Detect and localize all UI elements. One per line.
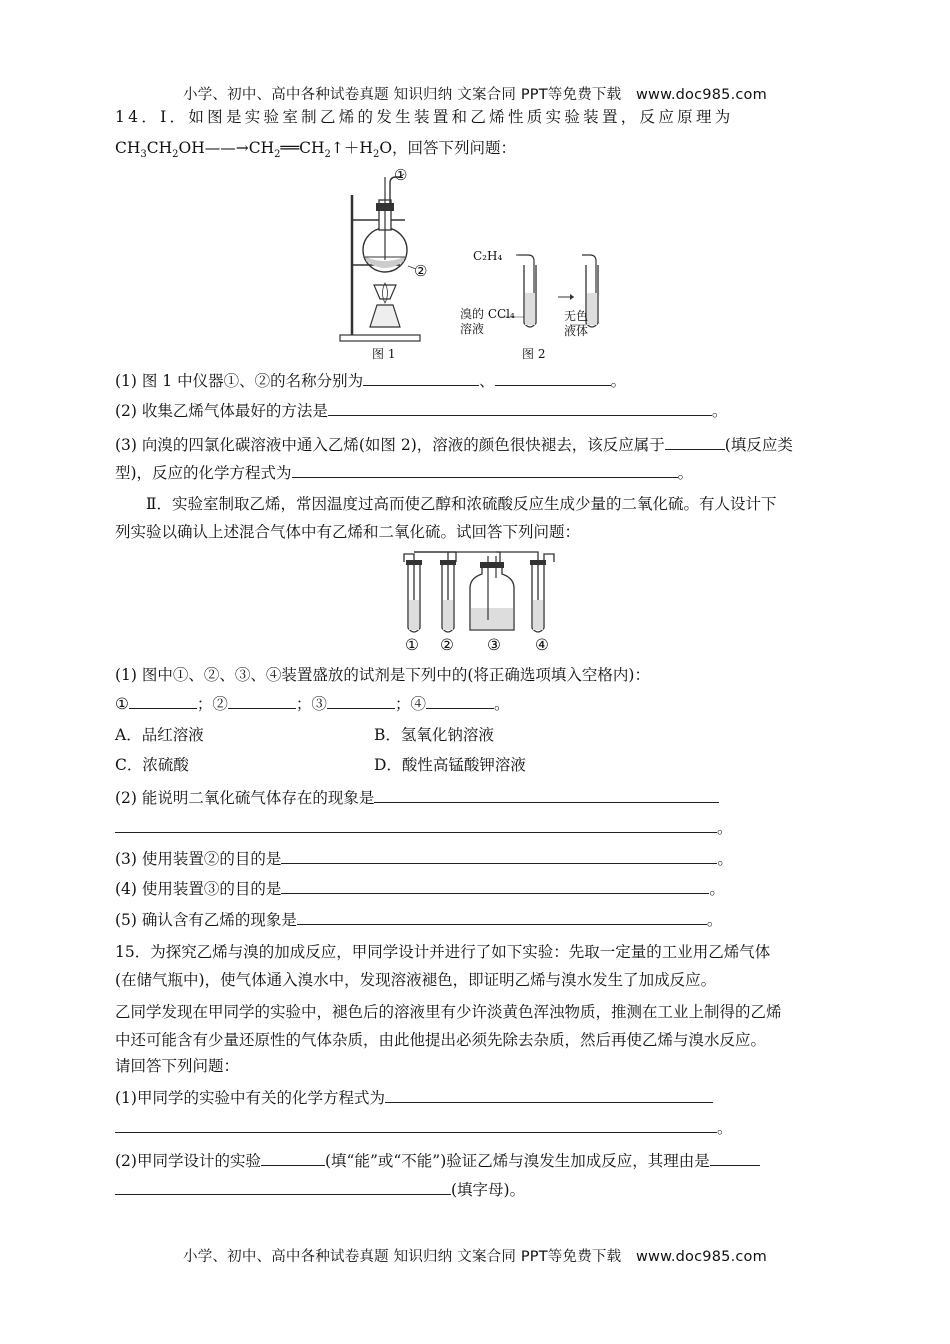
figure1-generator-apparatus	[330, 165, 450, 345]
p2-question5: (5) 确认含有乙烯的现象是 。	[115, 911, 723, 929]
apparatus-label-2: ②	[440, 636, 454, 654]
option-c: C．浓硫酸	[115, 756, 189, 774]
figure1-label-1: ①	[394, 166, 408, 184]
p2-question3: (3) 使用装置②的目的是 。	[115, 850, 733, 868]
apparatus-label-4: ④	[535, 636, 549, 654]
p2-question1-slots: ① ；② ；③ ；④ 。	[115, 695, 510, 713]
q15-intro-line4: 中还可能含有少量还原性的气体杂质，由此他提出必须先除去杂质，然后再使乙烯与溴水反应。	[115, 1031, 767, 1049]
p1-question3-line2: 型)，反应的化学方程式为 。	[115, 464, 694, 482]
q15-intro-line2: (在储气瓶中)，使气体通入溴水中，发现溶液褪色，即证明乙烯与溴水发生了加成反应。	[115, 971, 717, 989]
apparatus-label-3: ③	[487, 636, 501, 654]
p2-intro-line1: Ⅱ．实验室制取乙烯，常因温度过高而使乙醇和浓硫酸反应生成少量的二氧化硫。有人设计下	[146, 495, 777, 513]
q15-intro-line1: 15．为探究乙烯与溴的加成反应，甲同学设计并进行了如下实验：先取一定量的工业用乙烯气体	[115, 943, 771, 961]
option-b: B．氢氧化钠溶液	[374, 726, 494, 744]
p1-question3-line1: (3) 向溴的四氯化碳溶液中通入乙烯(如图 2)，溶液的颜色很快褪去，该反应属于 (填反应类	[115, 436, 793, 454]
figure-wash-bottle-apparatus	[398, 548, 558, 638]
p2-intro-line2: 列实验以确认上述混合气体中有乙烯和二氧化硫。试回答下列问题：	[115, 523, 581, 541]
q15-intro-line3: 乙同学发现在甲同学的实验中，褪色后的溶液里有少许淡黄色浑浊物质，推测在工业上制得的乙烯	[115, 1003, 782, 1021]
figure2-reagent-line1: 溴的 CCl₄	[460, 307, 515, 321]
option-a: A．品红溶液	[115, 726, 204, 744]
page-footer: 小学、初中、高中各种试卷真题 知识归纳 文案合同 PPT等免费下载 www.doc985.com	[183, 1249, 767, 1265]
p1-question2: (2) 收集乙烯气体最好的方法是 。	[115, 402, 728, 420]
figure1-label-2: ②	[414, 262, 428, 280]
figure2-caption: 图 2	[522, 347, 546, 361]
q14-reaction-equation: $CH_3CH_2OH——\to CH_2══CH_2↑+H_2O$，回答下列问题：	[115, 139, 517, 161]
figure2-reagent-line2: 溶液	[460, 322, 485, 336]
figure2-gas-label: C₂H₄	[473, 249, 503, 263]
option-d: D．酸性高锰酸钾溶液	[374, 756, 526, 774]
q14-intro-line1: 14．Ⅰ．如图是实验室制乙烯的发生装置和乙烯性质实验装置，反应原理为	[115, 108, 734, 126]
p2-question4: (4) 使用装置③的目的是 。	[115, 880, 725, 898]
q15-question2-line1: (2)甲同学设计的实验 (填“能”或“不能”)验证乙烯与溴发生加成反应，其理由是	[115, 1151, 760, 1171]
p2-question2-line2: 。	[115, 818, 733, 838]
q15-intro-line5: 请回答下列问题：	[115, 1057, 240, 1075]
figure2-right-line2: 液体	[564, 324, 589, 338]
p1-question1: (1) 图 1 中仪器①、②的名称分别为 、 。	[115, 372, 627, 390]
page-header: 小学、初中、高中各种试卷真题 知识归纳 文案合同 PPT等免费下载 www.doc985.com	[183, 87, 767, 103]
figure1-caption: 图 1	[372, 347, 396, 361]
p2-question2-line1: (2) 能说明二氧化硫气体存在的现象是	[115, 788, 719, 808]
q15-question1-line2: 。	[115, 1118, 733, 1138]
p2-question1: (1) 图中①、②、③、④装置盛放的试剂是下列中的(将正确选项填入空格内)：	[115, 666, 650, 684]
apparatus-label-1: ①	[405, 636, 419, 654]
q15-question2-line2: (填字母)。	[115, 1180, 525, 1200]
figure2-right-line1: 无色	[564, 309, 589, 323]
q15-question1-line1: (1)甲同学的实验中有关的化学方程式为	[115, 1088, 713, 1108]
